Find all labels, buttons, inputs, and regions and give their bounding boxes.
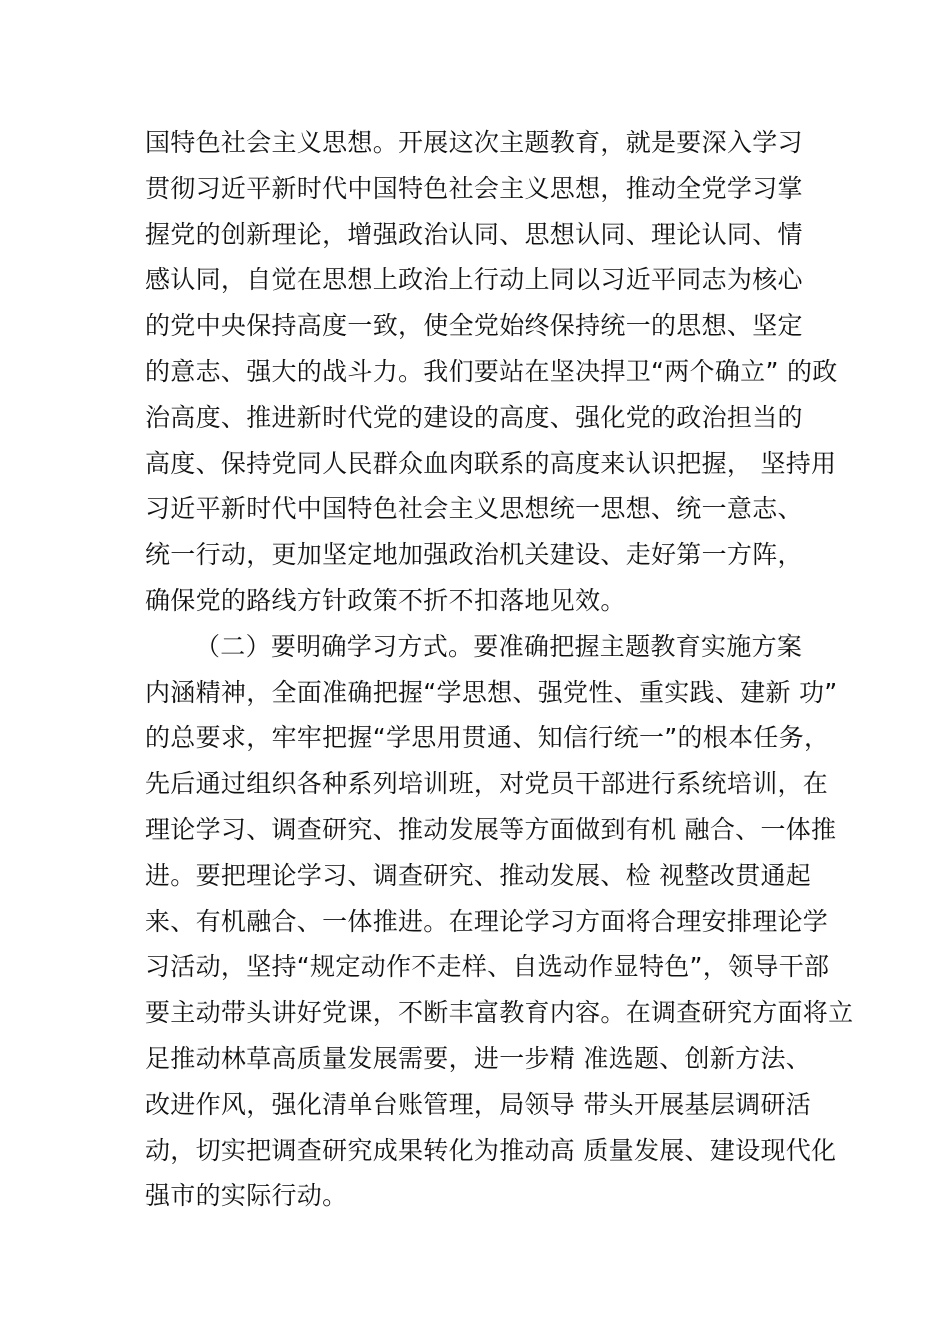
text-line: 习近平新时代中国特色社会主义思想统一思想、统一意志、 bbox=[145, 494, 803, 524]
text-line: 统一行动，更加坚定地加强政治机关建设、走好第一方阵， bbox=[145, 540, 803, 570]
text-line: 感认同，自觉在思想上政治上行动上同以习近平同志为核心 bbox=[145, 265, 803, 295]
document-page bbox=[145, 120, 854, 1219]
text-line: 改进作风，强化清单台账管理，局领导 带头开展基层调研活 bbox=[145, 1089, 812, 1119]
text-line: 治高度、推进新时代党的建设的高度、强化党的政治担当的 bbox=[145, 402, 803, 432]
text-line: 强市的实际行动。 bbox=[145, 1181, 348, 1211]
text-line: 贯彻习近平新时代中国特色社会主义思想，推动全党学习掌 bbox=[145, 173, 803, 203]
text-line: 确保党的路线方针政策不折不扣落地见效。 bbox=[145, 585, 626, 615]
paragraph-1 bbox=[145, 120, 845, 624]
text-line: 国特色社会主义思想。开展这次主题教育，就是要深入学习 bbox=[145, 128, 803, 157]
text-line: 的意志、强大的战斗力。我们要站在坚决捍卫“两个确立” 的政 bbox=[145, 356, 838, 386]
text-line: 理论学习、调查研究、推动发展等方面做到有机 融合、一体推 bbox=[145, 814, 837, 844]
text-line: 内涵精神，全面准确把握“学思想、强党性、重实践、建新 功” bbox=[145, 677, 838, 707]
text-line: 高度、保持党同人民群众血肉联系的高度来认识把握， 坚持用 bbox=[145, 448, 837, 478]
text-line: 的党中央保持高度一致，使全党始终保持统一的思想、坚定 bbox=[145, 311, 803, 341]
text-line: 习活动，坚持“规定动作不走样、自选动作显特色”，领导干部 bbox=[145, 952, 830, 982]
text-line: 握党的创新理论，增强政治认同、思想认同、理论认同、情 bbox=[145, 219, 803, 249]
paragraph-2 bbox=[145, 624, 854, 1219]
text-line: 要主动带头讲好党课，不断丰富教育内容。在调查研究方面将立 bbox=[145, 998, 854, 1028]
text-line: 来、有机融合、一体推进。在理论学习方面将合理安排理论学 bbox=[145, 906, 829, 936]
text-line: 进。要把理论学习、调查研究、推动发展、检 视整改贯通起 bbox=[145, 860, 812, 890]
text-line: 的总要求，牢牢把握“学思用贯通、知信行统一”的根本任务， bbox=[145, 723, 830, 753]
text-line: 足推动林草高质量发展需要，进一步精 准选题、创新方法、 bbox=[145, 1043, 812, 1073]
text-line: 动，切实把调查研究成果转化为推动高 质量发展、建设现代化 bbox=[145, 1135, 837, 1165]
text-line: （二）要明确学习方式。要准确把握主题教育实施方案 bbox=[195, 631, 803, 661]
text-line: 先后通过组织各种系列培训班，对党员干部进行系统培训，在 bbox=[145, 769, 829, 799]
